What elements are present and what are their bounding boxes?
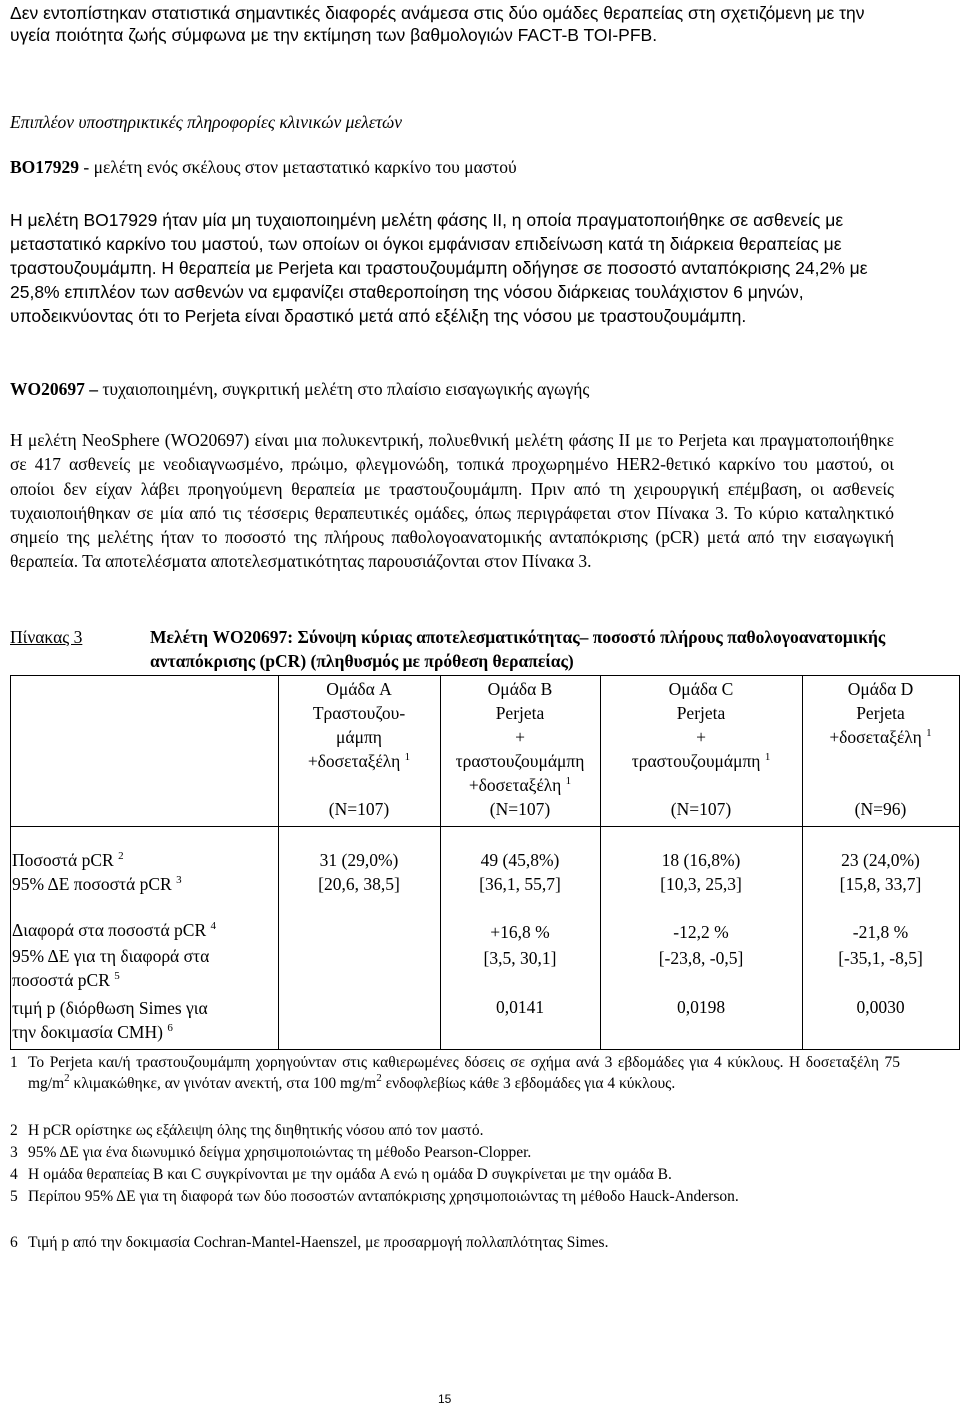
study1-paragraph: Η μελέτη BO17929 ήταν μία μη τυχαιοποιημένη μελέτη φάσης II, η οποία πραγματοποιήθηκε σε ασθενείς με μεταστατικό καρκίνο του μαστού, των οποίων οι όγκοι εμφάνισαν επιδείνωση κατά τη διάρκεια θεραπείας με τραστουζουμάμπη. Η θεραπεία με Perjeta και τραστουζουμάμπη οδήγησε σε ποσοστό ανταπόκρισης 24,2% με 25,8% επιπλέον των ασθενών να εμφανίζει σταθεροποίηση της νόσου διάρκειας τουλάχιστον 6 μηνών, υποδεικνύοντας ότι το Perjeta είναι δραστικό μετά από εξέλιξη της νόσου με τραστουζουμάμπη. [10,210,868,326]
table-cell: 0,0198 [676,997,726,1017]
header-line: + [515,727,525,747]
row-label-p-value: τιμή p (διόρθωση Simes για την δοκιμασία CMH) $^6$ [12,998,208,1042]
header-line: Τραστουζου- [312,703,406,723]
table-cell: [-35,1, -8,5] [838,948,923,968]
header-line: τραστουζουμάμπη [631,751,761,771]
header-line: μάμπη [336,727,382,747]
results-table [10,675,960,1050]
header-line: +δοσεταξέλη [829,727,922,747]
column-header-group-b [440,677,600,797]
table-cell: [20,6, 38,5] [318,874,400,894]
table-border-top [10,675,960,676]
table-cell: [3,5, 30,1] [483,948,557,968]
footnote-marker: 3 [176,874,182,886]
header-line: Perjeta [856,703,905,723]
footnote-marker: 5 [114,970,120,982]
column-n-group-a: (N=107) [328,799,390,819]
footnote-marker: 1 [926,727,932,739]
column-n-group-b: (N=107) [489,799,551,819]
column-header-group-c [600,677,802,773]
footnote-6: 6 Τιμή p από την δοκιμασία Cochran-Mantel-Haenszel, με προσαρμογή πολλαπλότητας Simes. [10,1234,609,1251]
table-cell: -21,8 % [852,922,909,942]
header-line: Ομάδα B [487,679,553,699]
column-header-group-d [802,677,959,749]
study2-paragraph: Η μελέτη NeoSphere (WO20697) είναι μια πολυκεντρική, πολυεθνική μελέτη φάσης II με το Perjeta και πραγματοποιήθηκε σε 417 ασθενείς με νεοδιαγνωσμένο, πρώιμο, φλεγμονώδη, τοπικά προχωρημένο HER2-θετικό καρκίνο του μαστού, οι οποίοι δεν είχαν λάβει προηγούμενη θεραπεία με τραστουζουμάμπη. Πριν από τη χειρουργική επέμβαση, οι ασθενείς τυχαιοποιήθηκαν σε μία από τις τέσσερις θεραπευτικές ομάδες, όπως περιγράφεται στον Πίνακα 3. Το κύριο καταληκτικό σημείο της μελέτης ήταν το ποσοστό της πλήρους παθολογοανατομικής ανταπόκρισης (pCR) μετά από την εισαγωγική θεραπεία. Τα αποτελέσματα αποτελεσματικότητας παρουσιάζονται στον Πίνακα 3. [10,430,894,572]
table-cell: [-23,8, -0,5] [658,948,744,968]
header-line: Ομάδα C [668,679,734,699]
table-cell: 31 (29,0%) [319,850,399,870]
supporting-heading: Επιπλέον υποστηρικτικές πληροφορίες κλινικών μελετών [10,112,402,132]
footnote-marker: 2 [118,850,124,862]
study1-heading [10,157,894,178]
footnote-marker: 1 [404,751,411,763]
study1-code: BO17929 [10,157,80,177]
table-cell: 49 (45,8%) [480,850,560,870]
row-label-pcr-ci: 95% ΔΕ ποσοστά pCR $^3$ [12,874,182,894]
header-line: τραστουζουμάμπη [455,751,585,771]
column-header-group-a [278,677,440,773]
footnote-marker: 1 [565,775,572,787]
table-cell: 23 (24,0%) [841,850,920,870]
footnote-2: 2 Η pCR ορίστηκε ως εξάλειψη όλης της διηθητικής νόσου από τον μαστό. [10,1122,484,1139]
table-border-left [10,675,11,1050]
intro-paragraph: Δεν εντοπίστηκαν στατιστικά σημαντικές διαφορές ανάμεσα στις δύο ομάδες θεραπείας στη σχετιζόμενη με την υγεία ποιότητα ζωής σύμφωνα με την εκτίμηση των βαθμολογιών FACT-B TOI-PFB. [10,3,865,45]
footnote-5: 5 Περίπου 95% ΔΕ για τη διαφορά των δύο ποσοστών ανταπόκρισης χρησιμοποιώντας τη μέθοδο Hauck-Anderson. [10,1188,739,1205]
table-cell: +16,8 % [490,922,550,942]
footnote-marker: 4 [210,920,217,932]
header-line: + [696,727,706,747]
column-n-group-c: (N=107) [670,799,732,819]
table-cell: [36,1, 55,7] [479,874,561,894]
header-line: +δοσεταξέλη [468,775,562,795]
footnote-3: 3 95% ΔΕ για ένα διωνυμικό δείγμα χρησιμοποιώντας τη μέθοδο Pearson-Clopper. [10,1144,532,1161]
table-cell: 18 (16,8%) [661,850,741,870]
study2-code: WO20697 [10,379,85,399]
study1-title: - μελέτη ενός σκέλους στον μεταστατικό καρκίνο του μαστού [79,157,517,177]
table-title: Μελέτη WO20697: Σύνοψη κύριας αποτελεσματικότητας– ποσοστό πλήρους παθολογοανατομικής ανταπόκρισης (pCR) (πληθυσμός με πρόθεση θεραπείας) [150,627,886,671]
header-line: Ομάδα D [847,679,914,699]
column-n-group-d: (N=96) [854,799,907,819]
study2-dash: – [84,379,98,399]
row-label-difference-ci: 95% ΔΕ για τη διαφορά στα ποσοστά pCR $^5$ [12,946,210,990]
footnote-4: 4 Η ομάδα θεραπείας B και C συγκρίνονται με την ομάδα A ενώ η ομάδα D συγκρίνεται με την ομάδα B. [10,1166,672,1183]
header-line: +δοσεταξέλη [307,751,401,771]
page-number: 15 [438,1392,452,1406]
row-label-pcr-rate: Ποσοστά pCR $^2$ [12,850,124,870]
table-label: Πίνακας 3 [10,627,83,647]
header-line: Perjeta [495,703,545,723]
row-label-pcr-difference: Διαφορά στα ποσοστά pCR $^4$ [12,920,217,940]
table-cell: 0,0141 [495,997,545,1017]
table-cell: [10,3, 25,3] [660,874,742,894]
table-cell: 0,0030 [856,997,905,1017]
footnote-marker: 1 [764,751,771,763]
study2-title: τυχαιοποιημένη, συγκριτική μελέτη στο πλαίσιο εισαγωγικής αγωγής [98,379,590,399]
footnote-marker: 6 [167,1022,173,1034]
table-cell: -12,2 % [673,922,729,942]
table-cell: [15,8, 33,7] [839,874,922,894]
header-line: Ομάδα A [326,679,392,699]
study2-heading [10,379,894,400]
table-header-rule [10,826,960,827]
header-line: Perjeta [676,703,726,723]
footnote-1: 1 Το Perjeta και/ή τραστουζουμάμπη χορηγούνταν στις καθιερωμένες δόσεις σε σχήμα ανά 3 εβδομάδες για 4 κύκλους. Η δοσεταξέλη 75 $mg/m^2$ κλιμακώθηκε, αν γινόταν ανεκτή, στα 100 $mg/m^2$ ενδοφλεβίως κάθε 3 εβδομάδες για 4 κύκλους. [10,1054,900,1092]
table-border-bottom [10,1049,960,1050]
